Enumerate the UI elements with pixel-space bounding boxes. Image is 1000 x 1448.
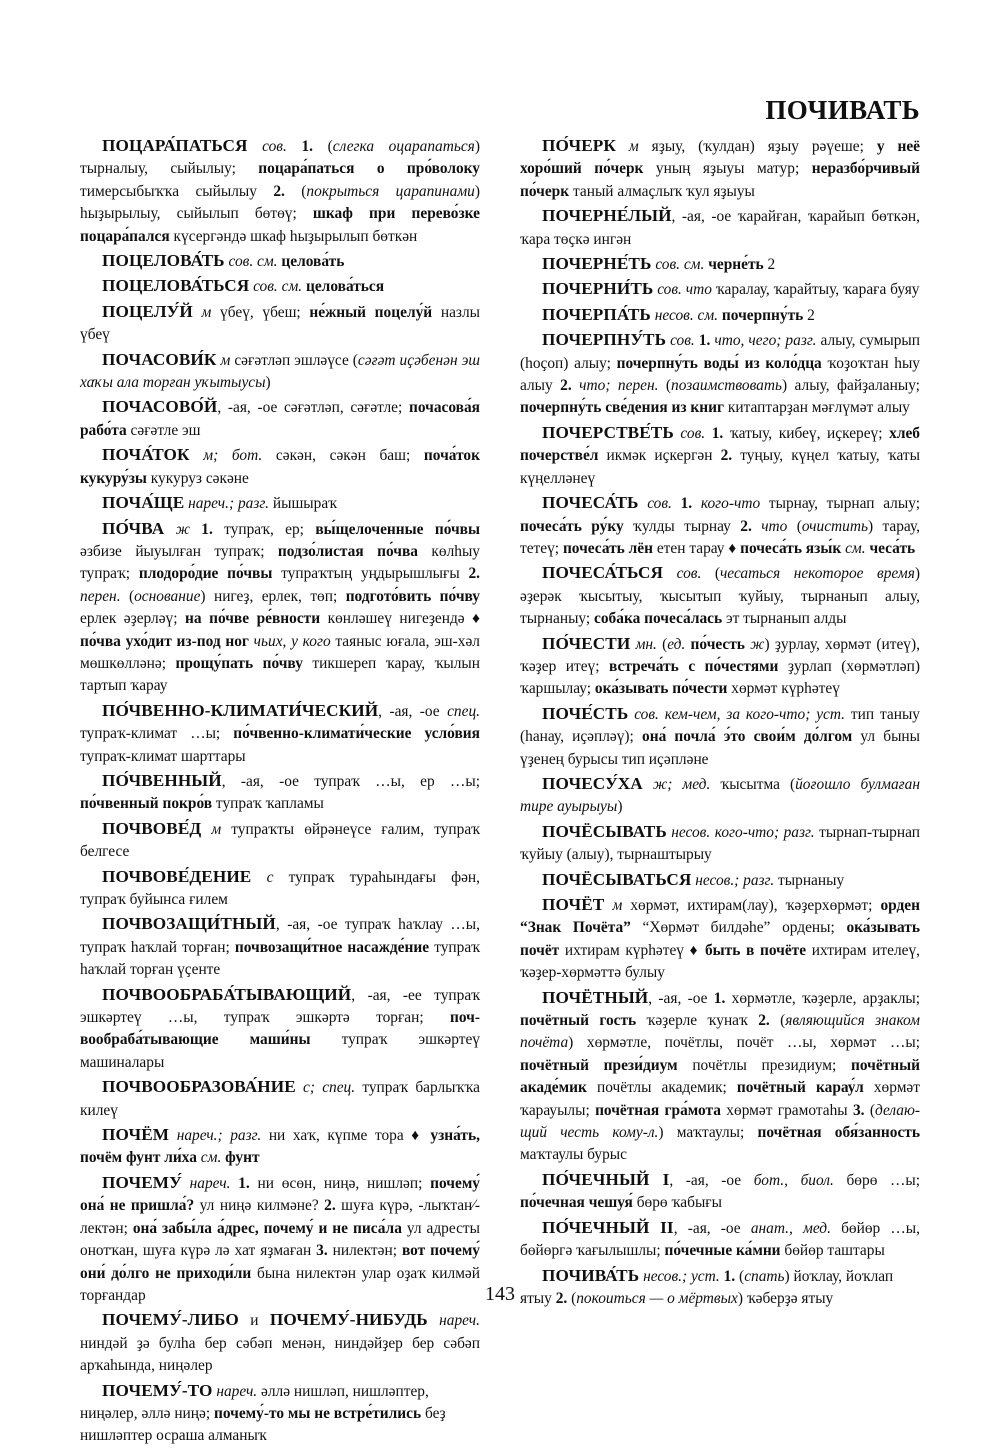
left-column — [80, 133, 481, 1445]
dictionary-entry: ПОЦЕЛОВА́ТЬСЯ сов. см. целова́ться — [102, 276, 385, 296]
dictionary-entry: ПОЧЕРНЕ́ЛЫЙ, -ая, -ое ҡарайған, ҡарайып бөткән, ҡара төҫкә ингән — [520, 206, 920, 248]
page-number: 143 — [485, 1283, 515, 1305]
dictionary-entry: ПО́ЧВЕННО-КЛИМАТИ́ЧЕСКИЙ, -ая, -ое спец. тупраҡ-климат …ы; по́чвенно-климати́ческие усло́вия тупраҡ-климат шарттары — [80, 700, 480, 765]
dictionary-entry: ПОЦАРА́ПАТЬСЯ сов. 1. (слегка оцарапаться) тырналыу, сыйылыу; поцара́паться о про́волоку тимерсыбыҡҡа сыйылыу 2. (покрыться царапинами) һыҙырылыу, сыйылып бөтөү; шкаф при перево́зке поцара́пался күсергәндә шкаф һыҙырылып бөткән — [80, 136, 480, 245]
dictionary-entry: ПОЧЕРСТВЕ́ТЬ сов. 1. ҡатыу, кибеү, иҫкереү; хлеб почерстве́л икмәк иҫкергән 2. туңыу, күңел ҡатыу, ҡаты күңелләнеү — [520, 422, 920, 487]
dictionary-entry: ПОЧВООБРАБА́ТЫВАЮЩИЙ, -ая, -ее тупраҡ эшкәртеү …ы, тупраҡ эшкәртә торған; почвообраба́тывающие маши́ны тупраҡ эшкәртеү машиналары — [80, 984, 480, 1071]
dictionary-entry: ПО́ЧЕЧНЫЙ I, -ая, -ое бот., биол. бөрө …ы; по́чечная чешуя́ бөрө ҡабығы — [520, 1169, 920, 1212]
dictionary-entry: ПОЧЕ́СТЬ сов. кем-чем, за кого-что; уст. тип таныу (һанау, иҫәпләү); она́ почла́ э́то свои́м до́лгом ул быны үҙенең бурысы тип иҫәпләне — [520, 703, 920, 768]
dictionary-entry: ПОЧЕМУ́ нареч. 1. ни өсөн, ниңә, нишләп; почему́ она́ не пришла́? ул ниңә килмәне? 2. шуға күрә, -лыҡтан⁄-лектән; она́ забы́ла а́дрес, почему́ и не писа́ла ул адресты онотҡан, шуға күрә лә хат яҙмаған 3. нилектән; вот почему́ они́ до́лго не приходи́ли бына нилектән улар оҙаҡ килмәй торғандар — [80, 1172, 481, 1304]
dictionary-entry: ПОЧВОЗАЩИ́ТНЫЙ, -ая, -ое тупраҡ һаҡлау …ы, тупраҡ һаҡлай торған; почвозащи́тное насажде́ние тупраҡ һаҡлай торған үҫенте — [80, 914, 480, 979]
dictionary-entry: ПО́ЧВЕННЫЙ, -ая, -ое тупраҡ …ы, ер …ы; по́чвенный покро́в тупраҡ ҡапламы — [80, 770, 480, 813]
dictionary-entry: ПОЧЕСА́ТЬ сов. 1. кого-что тырнау, тырнап алыу; почеса́ть ру́ку ҡулды тырнау 2. что (очистить) тарау, тетеү; почеса́ть лён етен тарау ♦ почеса́ть язы́к см. чеса́ть — [520, 493, 920, 557]
dictionary-entry: ПО́ЧЕСТИ мн. (ед. по́честь ж) ҙурлау, хөрмәт (итеү), ҡәҙер итеү; встреча́ть с по́честями ҙурлап (хөрмәтләп) ҡаршылау; ока́зывать по́чести хөрмәт күрһәтеү — [520, 633, 920, 698]
dictionary-entry: ПОЧЕРНИ́ТЬ сов. что ҡаралау, ҡарайтыу, ҡараға буяу — [542, 279, 920, 299]
dictionary-entry: ПОЧЕМУ́-ТО нареч. әллә нишләп, нишләптер, ниңәлер, әллә ниңә; почему́-то мы не встре́тились беҙ нишләптер осраша алманыҡ — [80, 1380, 446, 1445]
dictionary-entry: ПОЦЕЛОВА́ТЬ сов. см. целова́ть — [102, 251, 345, 271]
dictionary-entry: ПОЧЁМ нареч.; разг. ни хаҡ, күпме тора ♦ узна́ть, почём фунт ли́ха см. фунт — [80, 1125, 480, 1167]
dictionary-entry: ПОЧА́ЩЕ нареч.; разг. йышыраҡ — [102, 493, 337, 513]
dictionary-entry: ПОЧЕМУ́-ЛИБО и ПОЧЕМУ́-НИБУДЬ нареч. ниндәй ҙә булһа бер сәбәп менән, ниндәйҙер бер сәбәп арҡаһында, ниңәлер — [80, 1310, 480, 1375]
dictionary-entry: ПОЧЁСЫВАТЬСЯ несов.; разг. тырнаныу — [542, 869, 845, 889]
dictionary-entry: ПОЧЕСУ́ХА ж; мед. ҡысытма (йоғошло булмаған тире ауырыуы) — [520, 773, 920, 816]
dictionary-entry: ПОЧВОВЕ́Д м тупраҡты өйрәнеүсе ғалим, тупраҡ белгесе — [80, 818, 480, 861]
right-column — [520, 133, 921, 1307]
dictionary-entry: ПОЧВООБРАЗОВА́НИЕ с; спец. тупраҡ барлыҡҡа килеү — [80, 1077, 480, 1119]
dictionary-entry: ПОЧЁТНЫЙ, -ая, -ое 1. хөрмәтле, ҡәҙерле, арҙаклы; почётный гость ҡәҙерле ҡунаҡ 2. (являющийся знаком почёта) хөрмәтле, почётлы, почёт …ы, хөрмәт …ы; почётный прези́диум почётлы президиум; почётный акаде́мик почётлы академик; почётный карау́л хөрмәт ҡарауылы; почётная гра́мота хөрмәт грамотаһы 3. (делающий честь кому-л.) маҡтаулы; почётная обя́занность маҡтаулы бурыс — [520, 987, 920, 1164]
dictionary-entry: ПО́ЧЕЧНЫЙ II, -ая, -ое анат., мед. бөйөр …ы, бөйөргә ҡағылышлы; по́чечные ка́мни бөйөр таштары — [520, 1217, 920, 1260]
dictionary-entry: ПОЧЁСЫВАТЬ несов. кого-что; разг. тырнап-тырнап ҡуйыу (алыу), тырнаштырыу — [520, 821, 920, 864]
dictionary-entry: ПОЦЕЛУ́Й м үбеү, үбеш; не́жный поцелу́й назлы үбеү — [80, 301, 481, 344]
dictionary-entry: ПОЧИВА́ТЬ несов.; уст. 1. (спать) йоҡлау, йоҡлап ятыу 2. (покоиться — о мёртвых) ҡәберҙә ятыу — [520, 1265, 894, 1307]
dictionary-entry: ПОЧЁТ м хөрмәт, ихтирам(лау), ҡәҙерхөрмәт; орден “Знак Почёта” “Хөрмәт билдәһе” ордены; ока́зывать почёт ихтирам күрһәтеү ♦ быть в почёте ихтирам ителеү, ҡәҙер-хөрмәттә булыу — [520, 895, 921, 982]
dictionary-entry: ПОЧАСОВО́Й, -ая, -ое сәғәтләп, сәғәтле; почасова́я рабо́та сәғәтле эш — [80, 397, 480, 439]
dictionary-entry: ПОЧЕСА́ТЬСЯ сов. (чесаться некоторое время) әҙерәк ҡысытыу, ҡысытып ҡуйыу, тырнанып алыу, тырнаныу; соба́ка почеса́лась эт тырнанып алды — [520, 563, 920, 628]
dictionary-entry: ПОЧЕРНЕ́ТЬ сов. см. черне́ть 2 — [542, 254, 776, 274]
dictionary-entry: ПОЧА́ТОК м; бот. сәкән, сәкән баш; поча́ток кукуру́зы кукуруз сәкәне — [80, 445, 480, 487]
dictionary-entry: ПОЧАСОВИ́К м сәғәтләп эшләүсе (сәғәт иҫәбенән эш хаҡы ала торған уҡытыусы) — [80, 349, 481, 392]
dictionary-entry: ПО́ЧВА ж 1. тупраҡ, ер; вы́щелоченные по́чвы әзбизе йыуылған тупраҡ; подзо́листая по́чва көлһыу тупраҡ; плодоро́дие по́чвы тупраҡтың уңдырышлығы 2. перен. (основание) нигеҙ, ерлек, төп; подгото́вить по́чву ерлек әҙерләү; на по́чве ре́вности көнләшеү нигеҙендә ♦ по́чва ухо́дит из-под ног чьих, у кого таяныс юғала, эш-хәл мөшкөлләнә; прощу́пать по́чву тикшереп ҡарау, ҡылын тартып ҡарау — [80, 518, 481, 695]
dictionary-entry: ПО́ЧЕРК м яҙыу, (ҡулдан) яҙыу рәүеше; у неё хоро́ший по́черк уның яҙыуы матур; неразбо́рчивый по́черк таный алмаҫлыҡ ҡул яҙыуы — [520, 136, 920, 200]
running-head: ПОЧИВАТЬ — [765, 95, 920, 125]
dictionary-entry: ПОЧВОВЕ́ДЕНИЕ с тупраҡ тураһындағы фән, тупраҡ буйынса ғилем — [80, 866, 480, 908]
dictionary-entry: ПОЧЕРПНУ́ТЬ сов. 1. что, чего; разг. алыу, сумырып (һоҫоп) алыу; почерпну́ть воды́ из коло́дца ҡоҙоҡтан һыу алыу 2. что; перен. (позаимствовать) алыу, файҙаланыу; почерпну́ть све́дения из книг китаптарҙан мәғлүмәт алыу — [520, 330, 920, 417]
dictionary-entry: ПОЧЕРПА́ТЬ несов. см. почерпну́ть 2 — [542, 304, 815, 324]
